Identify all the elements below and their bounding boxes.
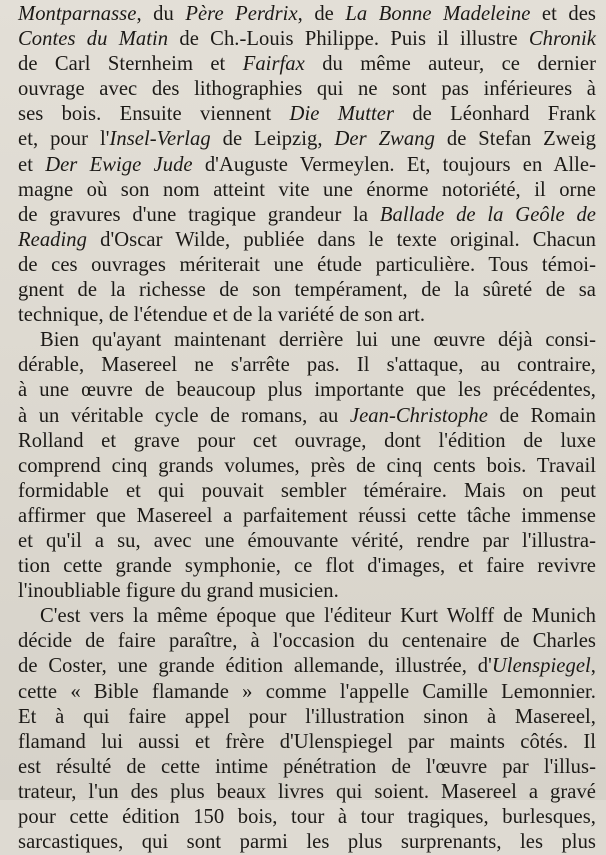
text-segment: de Coster, une grande édition allemande, illustrée, d'	[18, 655, 492, 678]
text-line	[18, 579, 596, 604]
text-segment: dérable, Masereel ne s'arrête pas. Il s'attaque, au contraire,	[18, 354, 596, 377]
italic-title: Die Mutter	[289, 103, 395, 126]
text-line	[18, 429, 596, 454]
text-line	[18, 404, 596, 429]
text-segment: tion cette grande symphonie, ce flot d'images, et faire revivre	[18, 555, 596, 578]
text-segment: de Carl Sternheim et	[18, 53, 243, 76]
text-line	[18, 830, 596, 855]
text-segment: du même auteur, ce dernier	[304, 53, 597, 76]
text-segment: pour cette édition 150 bois, tour à tour tragiques, burlesques,	[18, 806, 596, 828]
text-line	[18, 303, 596, 328]
text-segment: et qu'il a su, avec une émouvante vérité, rendre par l'illustra-	[18, 529, 596, 552]
text-segment: de gravures d'une tragique grandeur la	[18, 203, 380, 226]
text-line	[18, 52, 596, 77]
text-line	[18, 780, 596, 805]
text-line	[18, 77, 596, 102]
text-line	[18, 278, 596, 303]
text-segment: est résulté de cette intime pénétration de l'œuvre par l'illus-	[18, 755, 596, 778]
text-segment: Et à qui faire appel pour l'illustration sinon à Masereel,	[18, 705, 596, 728]
text-segment: comprend cinq grands volumes, près de cinq cents bois. Travail	[18, 454, 596, 477]
text-segment: trateur, l'un des plus beaux livres qui soient. Masereel a gravé	[18, 780, 596, 803]
italic-title: Père Perdrix	[185, 3, 298, 25]
text-segment: à un véritable cycle de romans, au	[18, 404, 350, 427]
text-line	[18, 2, 596, 27]
text-segment: flamand lui aussi et frère d'Ulenspiegel par maints côtés. Il	[18, 730, 596, 753]
text-segment: et des	[530, 3, 596, 25]
italic-title: Insel-Verlag	[109, 128, 211, 151]
text-segment: de Romain	[487, 404, 596, 427]
text-line	[18, 27, 596, 52]
text-segment: sarcastiques, qui sont parmi les plus surprenants, les plus	[18, 831, 596, 854]
text-segment: ses bois. Ensuite viennent	[18, 103, 290, 126]
text-line	[18, 705, 596, 730]
text-segment: de ces ouvrages mériterait une étude particulière. Tous témoi-	[18, 253, 596, 276]
text-segment: d'Auguste Vermeylen. Et, toujours en Alle-	[192, 153, 596, 176]
text-line	[18, 102, 596, 127]
italic-title: Der Ewige Jude	[45, 153, 193, 176]
text-line	[18, 755, 596, 780]
text-line	[18, 554, 596, 579]
text-line	[18, 479, 596, 504]
text-segment: de Ch.-Louis Philippe. Puis il illustre	[168, 28, 529, 51]
text-line	[18, 328, 596, 353]
text-segment: d'Oscar Wilde, publiée dans le texte original. Chacun	[86, 228, 596, 251]
text-segment: Rolland et grave pour cet ouvrage, dont l'édition de luxe	[18, 429, 596, 452]
italic-title: Ulenspiegel	[491, 655, 591, 678]
italic-title: Reading	[18, 228, 87, 251]
text-segment: formidable et qui pouvait sembler téméraire. Mais on peut	[18, 479, 596, 502]
text-line	[18, 629, 596, 654]
text-segment: , de	[297, 3, 346, 25]
text-line	[18, 178, 596, 203]
text-line	[18, 253, 596, 278]
italic-title: Jean-Christophe	[349, 404, 488, 427]
text-segment: décide de faire paraître, à l'occasion du centenaire de Charles	[18, 630, 596, 653]
italic-title: Der Zwang	[334, 128, 435, 151]
italic-title: Chronik	[528, 28, 596, 51]
text-segment: magne où son nom atteint vite une énorme notoriété, il orne	[18, 178, 596, 201]
text-line	[18, 203, 596, 228]
text-line	[18, 529, 596, 554]
text-segment: à une œuvre de beaucoup plus importante que les précédentes,	[18, 379, 596, 402]
text-segment: de Stefan Zweig	[434, 128, 596, 151]
text-segment: C'est vers la même époque que l'éditeur Kurt Wolff de Munich	[40, 605, 596, 628]
text-line	[18, 153, 596, 178]
text-segment: technique, de l'étendue et de la variété de son art.	[18, 304, 426, 327]
italic-title: Ballade de la Geôle de	[379, 203, 596, 226]
text-segment: l'inoubliable figure du grand musicien.	[18, 580, 339, 603]
text-segment: , du	[136, 3, 186, 25]
paragraph-3	[18, 604, 596, 855]
paragraph-2	[18, 328, 596, 604]
text-line	[18, 353, 596, 378]
text-line	[18, 228, 596, 253]
text-line	[18, 604, 596, 629]
text-segment: de Léonhard Frank	[394, 103, 597, 126]
text-segment: ouvrage avec des lithographies qui ne sont pas inférieures à	[18, 78, 596, 101]
text-line	[18, 730, 596, 755]
italic-title: Fairfax	[242, 53, 305, 76]
text-line	[18, 805, 596, 830]
text-line	[18, 504, 596, 529]
text-line	[18, 378, 596, 403]
text-line	[18, 680, 596, 705]
text-segment: Bien qu'ayant maintenant derrière lui une œuvre déjà consi-	[40, 329, 596, 352]
text-line	[18, 127, 596, 152]
text-segment: ,	[590, 655, 596, 678]
italic-title: Montparnasse	[18, 3, 137, 25]
text-segment: affirmer que Masereel a parfaitement réussi cette tâche immense	[18, 504, 596, 527]
text-line	[18, 654, 596, 679]
text-segment: cette « Bible flamande » comme l'appelle Camille Lemonnier.	[18, 680, 596, 703]
italic-title: La Bonne Madeleine	[345, 3, 531, 25]
text-segment: et, pour l'	[18, 128, 110, 151]
text-line	[18, 454, 596, 479]
italic-title: Contes du Matin	[18, 28, 169, 51]
text-segment: et	[18, 153, 46, 176]
text-segment: de Leipzig,	[210, 128, 335, 151]
paragraph-1	[18, 0, 596, 328]
text-segment: gnent de la richesse de son tempérament, de la sûreté de sa	[18, 279, 596, 302]
